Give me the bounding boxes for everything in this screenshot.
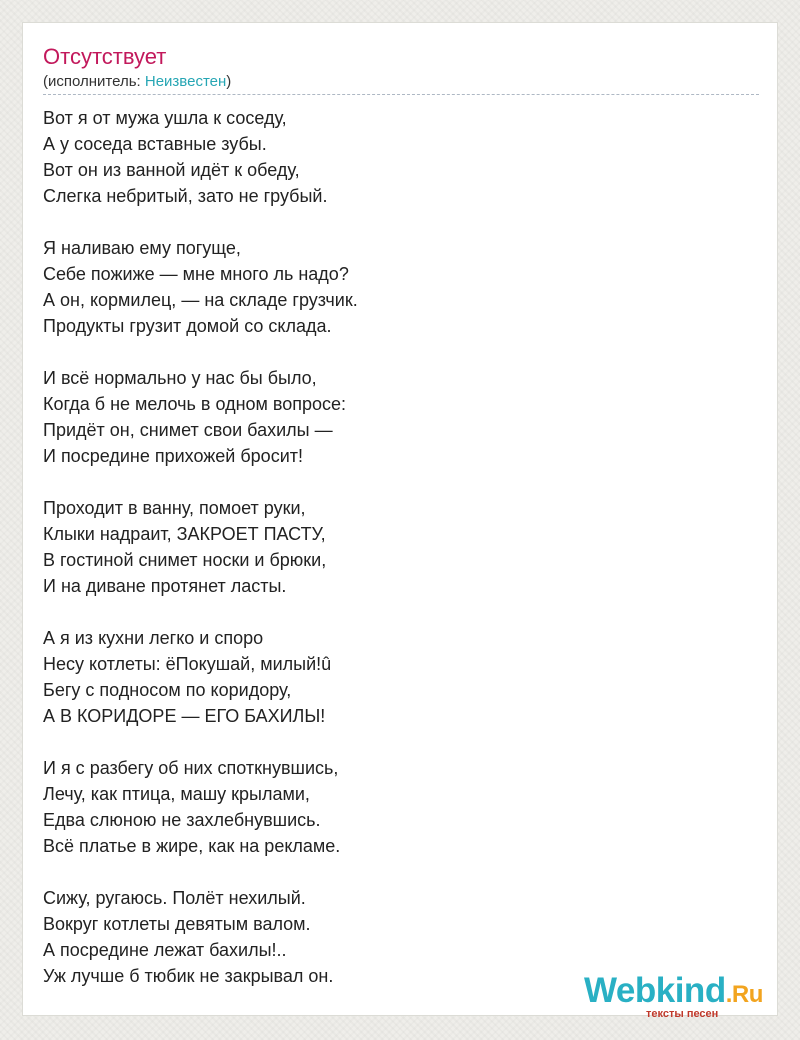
lyric-line: Проходит в ванну, помоет руки, bbox=[43, 498, 306, 518]
webkind-logo[interactable] bbox=[584, 971, 776, 1021]
artist-link[interactable]: Неизвестен bbox=[144, 73, 227, 90]
lyric-line: И посредине прихожей бросит! bbox=[43, 446, 303, 466]
lyrics-card bbox=[22, 22, 778, 1020]
lyric-line: А В КОРИДОРЕ — ЕГО БАХИЛЫ! bbox=[43, 706, 326, 726]
stanza bbox=[43, 625, 759, 729]
logo-main-text: Webkind bbox=[584, 971, 726, 1010]
stanza bbox=[43, 105, 759, 209]
lyric-line: В гостиной снимет носки и брюки, bbox=[43, 550, 327, 570]
song-title: Отсутствует bbox=[43, 44, 167, 69]
lyric-line: Себе пожиже — мне много ль надо? bbox=[43, 264, 349, 284]
logo-subtitle: тексты песен bbox=[646, 1008, 719, 1020]
lyrics-body bbox=[43, 105, 759, 1015]
lyric-line: Клыки надраит, ЗАКРОЕТ ПАСТУ, bbox=[43, 524, 326, 544]
logo-suffix: .Ru bbox=[725, 981, 763, 1008]
lyric-line: А у соседа вставные зубы. bbox=[43, 134, 267, 154]
lyric-line: И на диване протянет ласты. bbox=[43, 576, 287, 596]
lyric-line: Слегка небритый, зато не грубый. bbox=[43, 186, 328, 206]
artist-suffix: ) bbox=[226, 73, 232, 90]
stanza bbox=[43, 365, 759, 469]
lyric-line: Едва слюною не захлебнувшись. bbox=[43, 810, 321, 830]
lyric-line: Сижу, ругаюсь. Полёт нехилый. bbox=[43, 888, 306, 908]
lyric-line: Бегу с подносом по коридору, bbox=[43, 680, 292, 700]
artist-line bbox=[43, 73, 231, 91]
header-divider bbox=[43, 94, 759, 95]
lyric-line: Всё платье в жире, как на рекламе. bbox=[43, 836, 341, 856]
stanza bbox=[43, 495, 759, 599]
artist-prefix: (исполнитель: bbox=[43, 73, 145, 90]
lyric-line: А посредине лежат бахилы!.. bbox=[43, 940, 287, 960]
lyric-line: Лечу, как птица, машу крылами, bbox=[43, 784, 310, 804]
lyric-line: Несу котлеты: ёПокушай, милый!û bbox=[43, 654, 332, 674]
stanza bbox=[43, 755, 759, 859]
lyric-line: И всё нормально у нас бы было, bbox=[43, 368, 317, 388]
lyric-line: Вокруг котлеты девятым валом. bbox=[43, 914, 311, 934]
lyric-line: Вот он из ванной идёт к обеду, bbox=[43, 160, 300, 180]
lyric-line: Продукты грузит домой со склада. bbox=[43, 316, 332, 336]
lyric-line: Уж лучше б тюбик не закрывал он. bbox=[43, 966, 334, 986]
stanza bbox=[43, 235, 759, 339]
lyric-line: А я из кухни легко и споро bbox=[43, 628, 264, 648]
lyric-line: И я с разбегу об них споткнувшись, bbox=[43, 758, 339, 778]
lyric-line: Придёт он, снимет свои бахилы — bbox=[43, 420, 333, 440]
lyric-line: А он, кормилец, — на складе грузчик. bbox=[43, 290, 358, 310]
lyric-line: Я наливаю ему погуще, bbox=[43, 238, 241, 258]
lyric-line: Вот я от мужа ушла к соседу, bbox=[43, 108, 287, 128]
lyric-line: Когда б не мелочь в одном вопросе: bbox=[43, 394, 347, 414]
